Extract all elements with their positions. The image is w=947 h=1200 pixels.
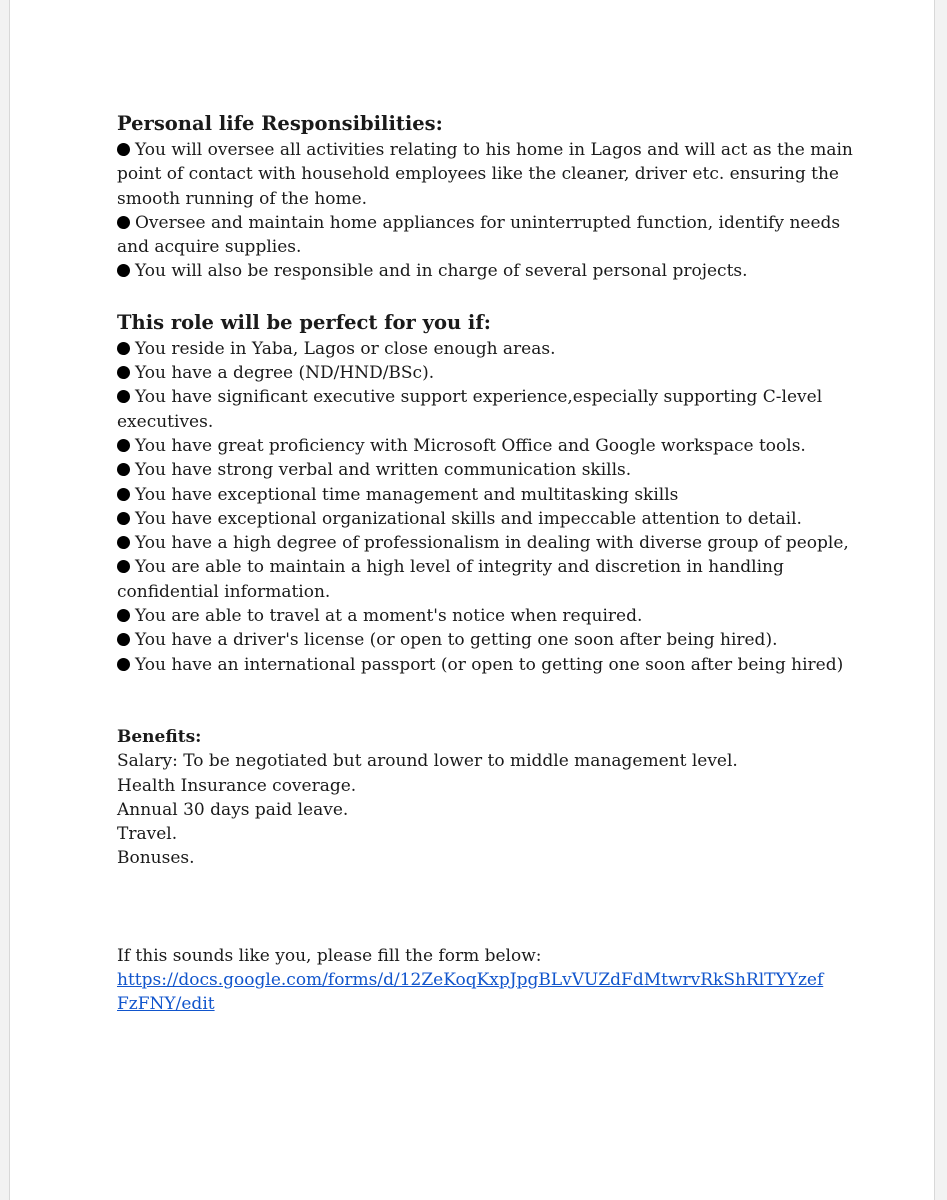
bullet-icon <box>117 658 130 671</box>
list-item-text: You have exceptional time management and multitasking skills <box>135 484 679 505</box>
benefit-line: Travel. <box>117 824 178 845</box>
list-item-text: You have a driver's license (or open to getting one soon after being hired). <box>135 630 778 651</box>
bullet-icon <box>117 143 130 156</box>
benefit-line: Annual 30 days paid leave. <box>117 799 349 820</box>
list-item-text: You have a degree (ND/HND/BSc). <box>135 363 435 384</box>
benefits-section <box>117 725 877 871</box>
list-item <box>117 483 877 507</box>
application-section <box>117 944 877 1017</box>
bullet-icon <box>117 264 130 277</box>
bullet-icon <box>117 512 130 525</box>
bullet-icon <box>117 366 130 379</box>
list-item <box>117 138 877 211</box>
bullet-icon <box>117 390 130 403</box>
list-item-text: You will oversee all activities relating to his home in Lagos and will act as the main point of contact with household employees like the cleaner, driver etc. ensuring the smooth running of the home. <box>117 140 853 209</box>
benefit-line: Bonuses. <box>117 848 195 869</box>
list-item <box>117 434 877 458</box>
list-item <box>117 361 877 385</box>
bullet-icon <box>117 439 130 452</box>
list-item <box>117 337 877 361</box>
role-requirements-heading: This role will be perfect for you if: <box>117 310 491 334</box>
list-item <box>117 555 877 604</box>
bullet-icon <box>117 633 130 646</box>
benefit-line: Health Insurance coverage. <box>117 775 357 796</box>
list-item-text: You have exceptional organizational skills and impeccable attention to detail. <box>135 508 802 529</box>
list-item <box>117 458 877 482</box>
personal-responsibilities-heading: Personal life Responsibilities: <box>117 112 443 135</box>
document-page <box>9 0 935 1200</box>
list-item <box>117 385 877 434</box>
list-item-text: You are able to maintain a high level of integrity and discretion in handling confidential information. <box>117 557 784 602</box>
document-content <box>117 110 877 1017</box>
bullet-icon <box>117 488 130 501</box>
list-item-text: You have strong verbal and written communication skills. <box>135 460 632 481</box>
list-item <box>117 628 877 652</box>
list-item-text: You are able to travel at a moment's notice when required. <box>135 606 643 627</box>
list-item <box>117 653 877 677</box>
list-item <box>117 531 877 555</box>
list-item-text: You have a high degree of professionalism in dealing with diverse group of people, <box>135 533 849 554</box>
list-item-text: You will also be responsible and in charge of several personal projects. <box>135 261 748 282</box>
benefit-line: Salary: To be negotiated but around lower to middle management level. <box>117 751 738 772</box>
list-item <box>117 507 877 531</box>
bullet-icon <box>117 463 130 476</box>
list-item <box>117 259 877 283</box>
list-item <box>117 604 877 628</box>
list-item-text: You have significant executive support experience,especially supporting C-level executives. <box>117 387 823 432</box>
bullet-icon <box>117 216 130 229</box>
benefits-heading: Benefits: <box>117 726 202 747</box>
list-item <box>117 211 877 260</box>
role-requirements-section <box>117 309 877 677</box>
list-item-text: Oversee and maintain home appliances for uninterrupted function, identify needs and acquire supplies. <box>117 212 841 258</box>
personal-responsibilities-section <box>117 110 877 284</box>
bullet-icon <box>117 536 130 549</box>
list-item-text: You have an international passport (or open to getting one soon after being hired) <box>135 654 844 675</box>
list-item-text: You have great proficiency with Microsoft Office and Google workspace tools. <box>135 435 806 456</box>
google-form-link[interactable]: https://docs.google.com/forms/d/12ZeKoqKxpJpgBLvVUZdFdMtwrvRkShRlTYYzefFzFNY/edit <box>117 970 824 1015</box>
bullet-icon <box>117 342 130 355</box>
bullet-icon <box>117 609 130 622</box>
application-prompt: If this sounds like you, please fill the form below: <box>117 945 542 966</box>
list-item-text: You reside in Yaba, Lagos or close enough areas. <box>135 338 556 359</box>
bullet-icon <box>117 560 130 573</box>
